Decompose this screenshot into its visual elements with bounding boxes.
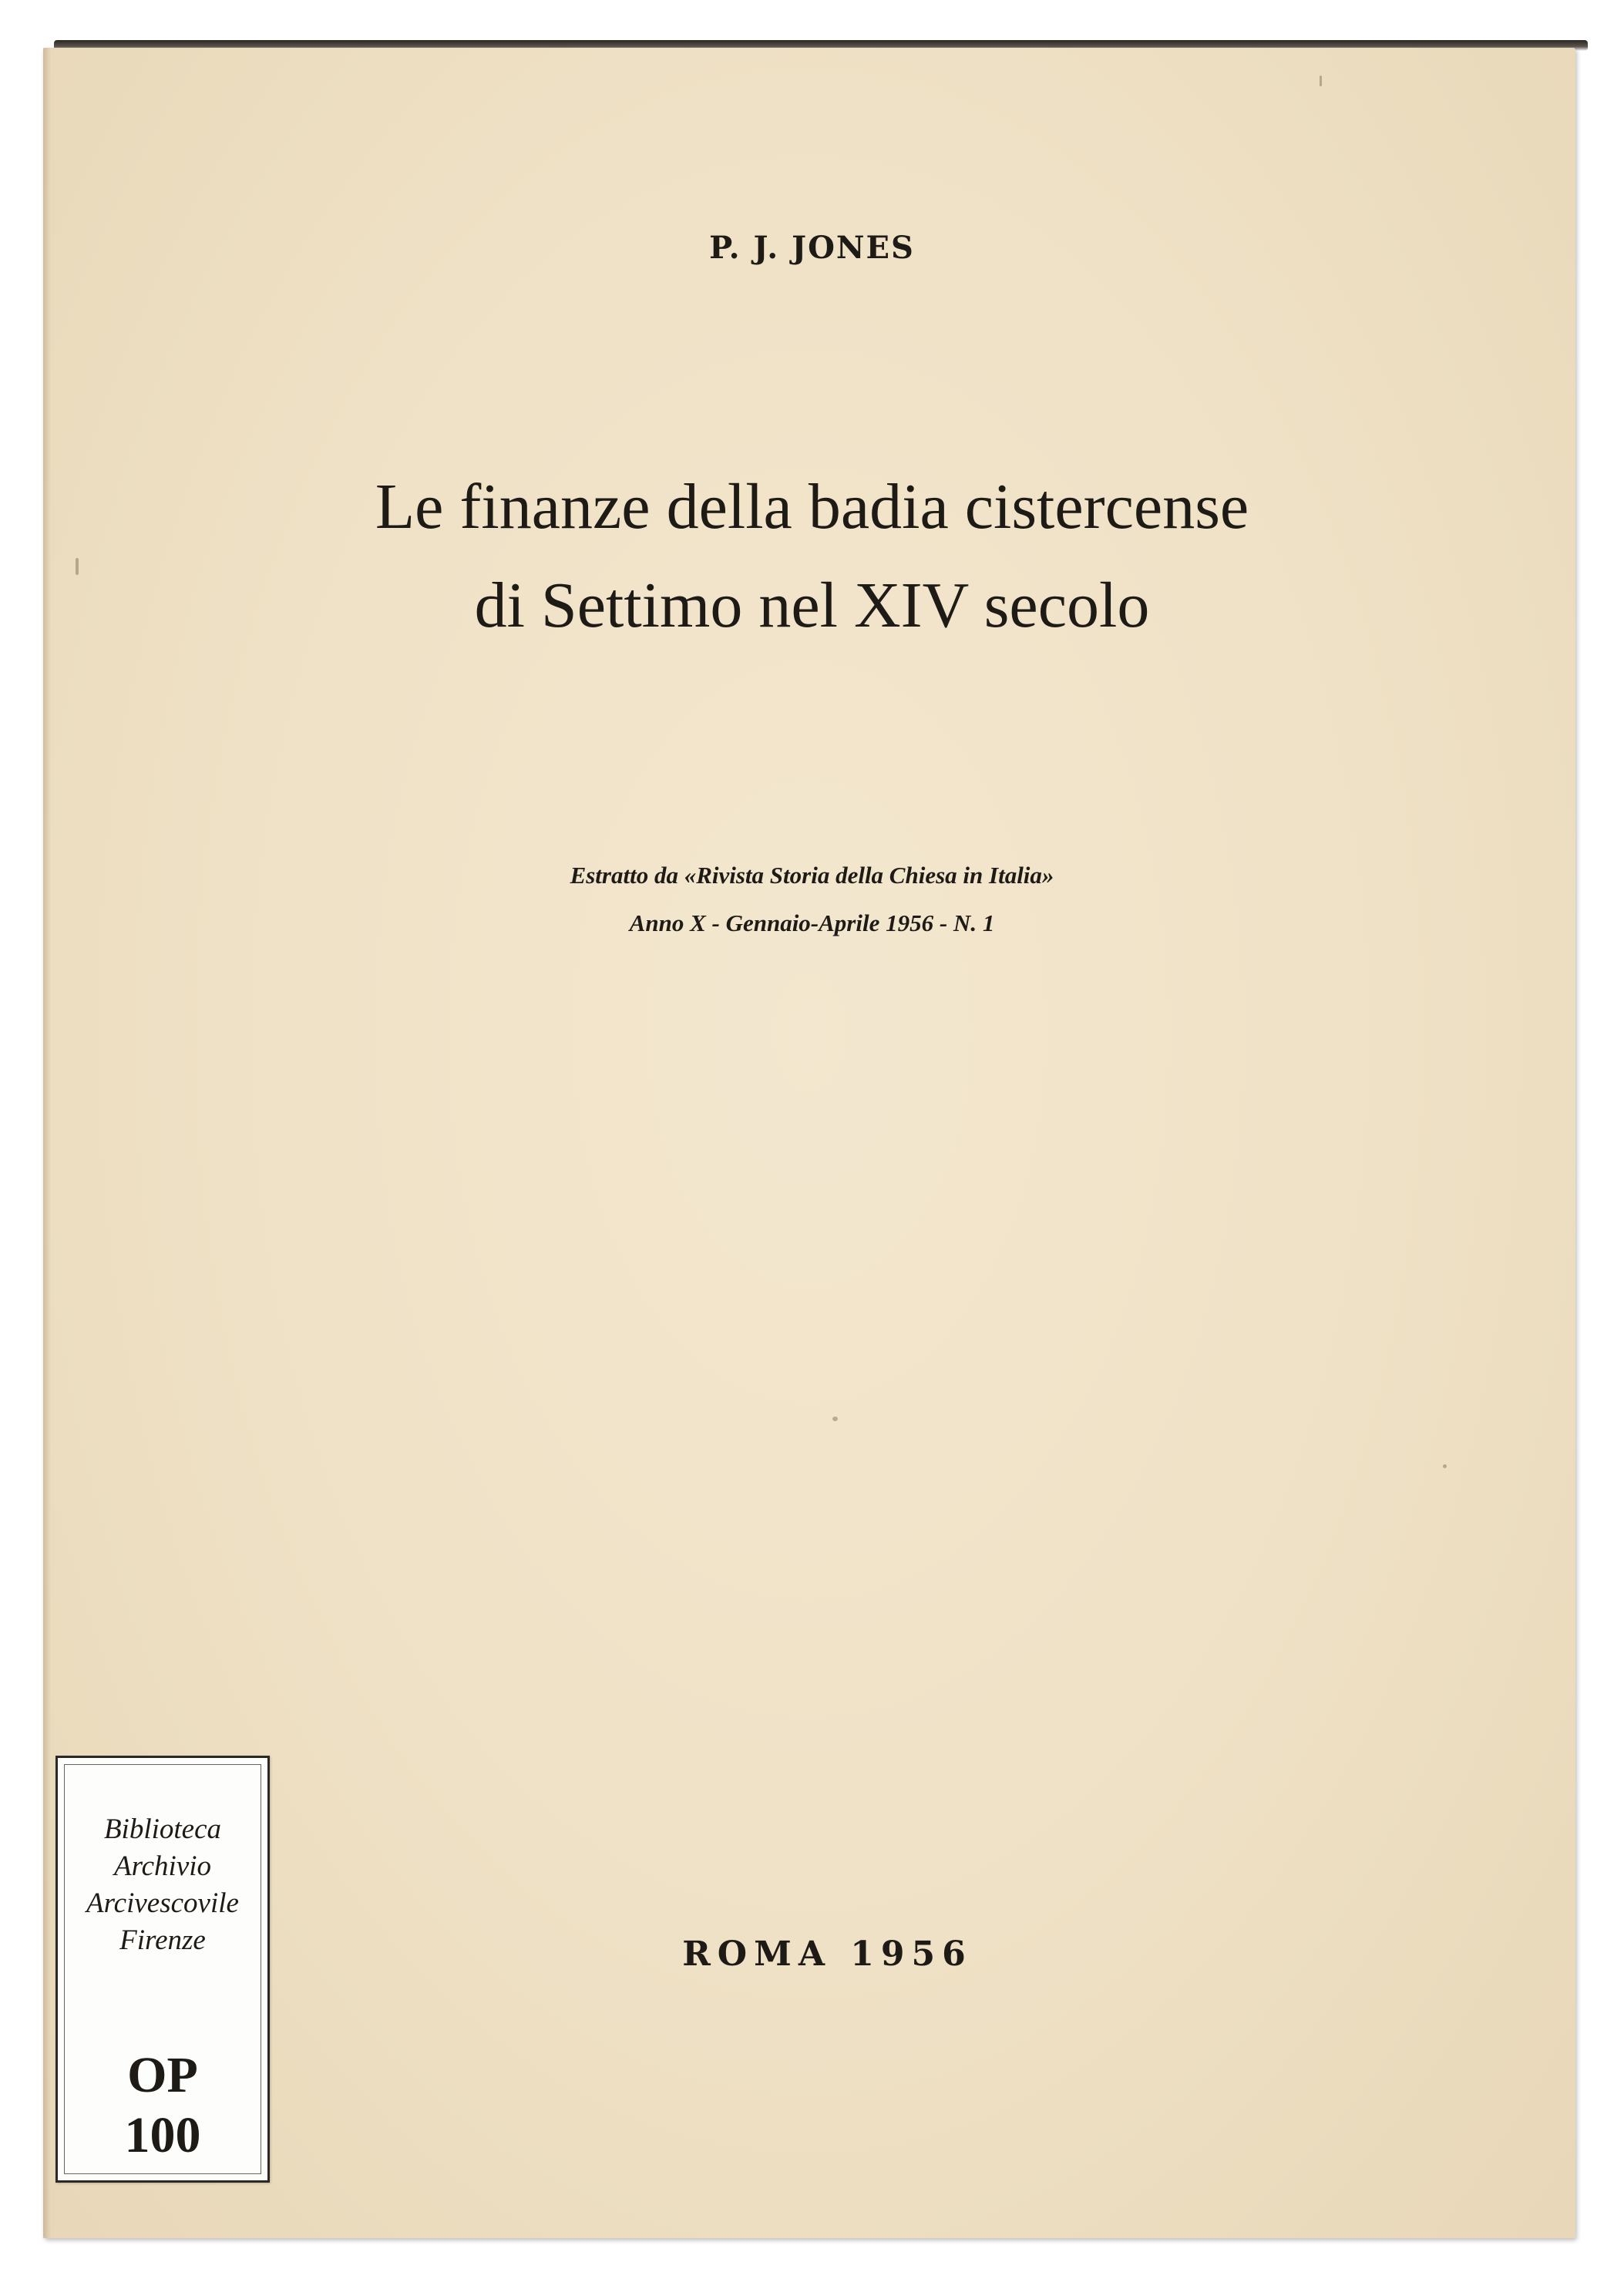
shelf-mark-number: 100 <box>124 2107 201 2163</box>
paper-speck <box>76 558 79 575</box>
library-label-line-3: Arcivescovile <box>86 1887 239 1919</box>
title-line-1: Le finanze della badia cistercense <box>375 471 1249 543</box>
imprint: ROMA 1956 <box>682 1934 973 1974</box>
library-label-line-4: Firenze <box>119 1924 206 1956</box>
library-label-line-1: Biblioteca <box>103 1813 222 1845</box>
author-name: P. J. JONES <box>709 230 915 266</box>
paper-speck <box>1320 76 1322 86</box>
title-line-2: di Settimo nel XIV secolo <box>474 570 1150 641</box>
extract-line-2: Anno X - Gennaio-Aprile 1956 - N. 1 <box>629 909 995 936</box>
extract-line-1: Estratto da «Rivista Storia della Chiesa in Italia» <box>570 862 1054 889</box>
library-label <box>55 1756 270 2183</box>
library-label-line-2: Archivio <box>113 1850 212 1882</box>
library-label-frame <box>64 1764 261 2174</box>
paper-speck <box>1443 1464 1447 1468</box>
shelf-mark-code: OP <box>127 2047 198 2103</box>
spine-edge <box>43 48 51 2238</box>
paper-speck <box>832 1417 838 1421</box>
booklet-cover <box>43 48 1575 2238</box>
